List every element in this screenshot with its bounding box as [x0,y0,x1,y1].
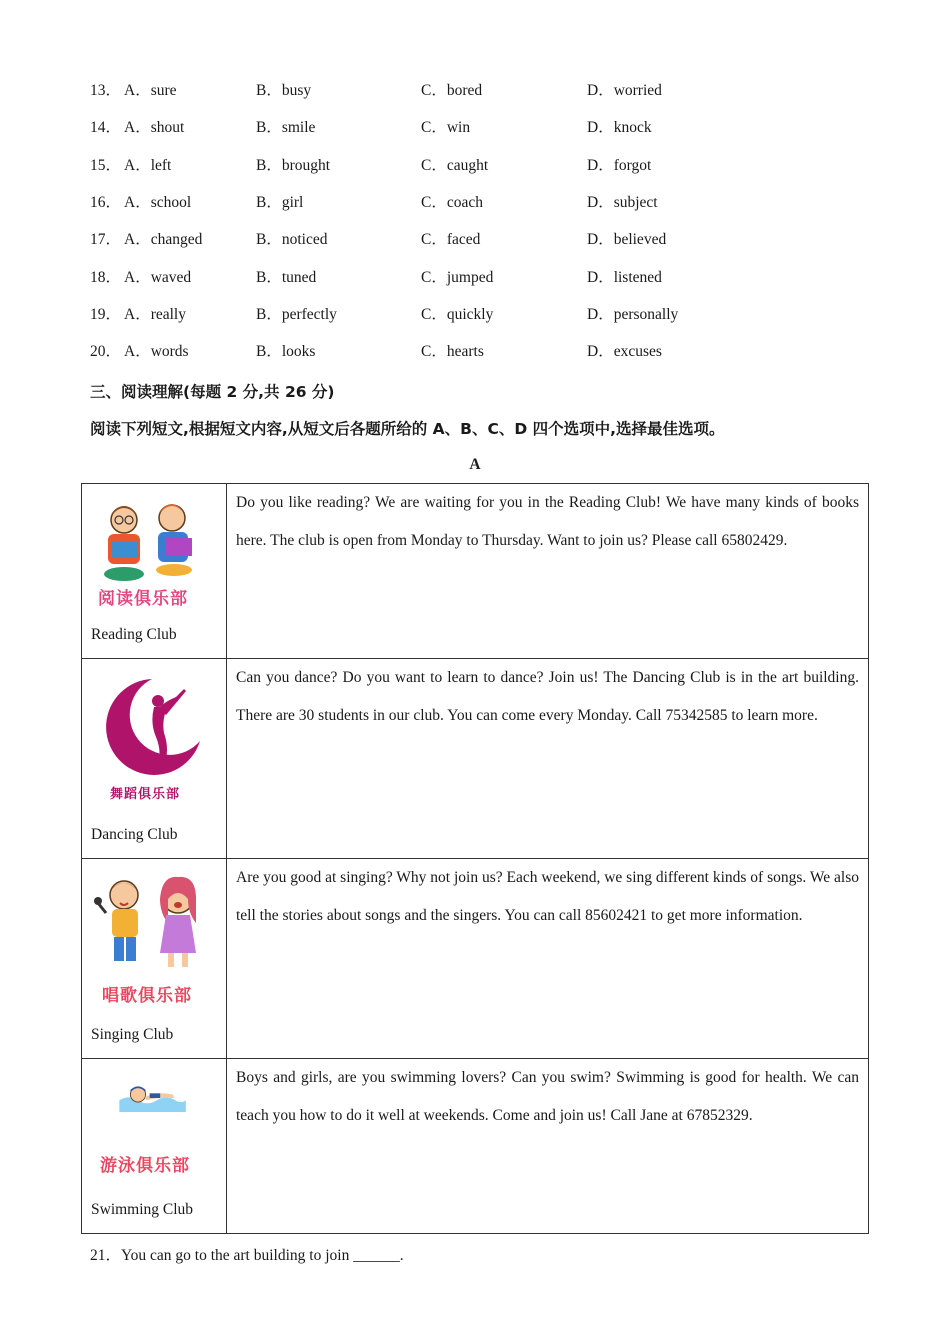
singing-kids-icon [92,873,212,993]
club-name: Swimming Club [91,1201,194,1218]
option-d: D．believed [587,231,667,248]
club-description: Do you like reading? We are waiting for you in the Reading Club! We have many kinds of books here. The club is open from Monday to Thursday. Want to join us? Please call 65802429. [236,494,859,549]
club-description: Are you good at singing? Why not join us? Each weekend, we sing different kinds of songs. We also tell the stories about songs and the singers. You can call 85602421 to get more information. [236,869,859,924]
question-number: 17． [90,231,122,248]
club-logo-text: 唱歌俱乐部 [102,986,192,1006]
option-b: B．noticed [256,231,328,248]
option-a: A．really [124,306,186,323]
question-number: 15． [90,157,122,174]
option-c: C．win [421,119,471,136]
option-a: A．sure [124,82,177,99]
club-description-cell [227,659,869,859]
club-row [82,859,869,1059]
option-d: D．knock [587,119,652,136]
club-row [82,1059,869,1234]
option-b: B．tuned [256,269,317,286]
club-logo-cell [82,659,227,859]
option-c: C．faced [421,231,481,248]
option-b: B．looks [256,343,316,360]
club-logo-text: 游泳俱乐部 [100,1156,190,1176]
option-d: D．personally [587,306,679,323]
question-number: 20． [90,343,122,360]
club-name: Singing Club [91,1026,174,1043]
option-a: A．changed [124,231,203,248]
option-b: B．perfectly [256,306,337,323]
question-number: 19． [90,306,122,323]
option-c: C．jumped [421,269,494,286]
option-c: C．hearts [421,343,484,360]
club-description-cell [227,484,869,659]
option-b: B．busy [256,82,312,99]
club-logo-cell [82,484,227,659]
option-a: A．school [124,194,192,211]
swimming-kid-icon [92,1077,212,1147]
club-logo-cell [82,1059,227,1234]
dancing-moon-icon [92,671,212,791]
option-b: B．girl [256,194,304,211]
question-number: 14． [90,119,122,136]
question-number: 16． [90,194,122,211]
passage-label: A [469,456,481,473]
section-title: 三、阅读理解(每题 2 分,共 26 分) [90,383,335,401]
option-d: D．listened [587,269,662,286]
club-row [82,484,869,659]
question-21: 21．You can go to the art building to join ______. [90,1247,404,1264]
option-a: A．words [124,343,189,360]
option-c: C．bored [421,82,483,99]
club-description: Can you dance? Do you want to learn to dance? Join us! The Dancing Club is in the art building. There are 30 students in our club. You can come every Monday. Call 75342585 to learn more. [236,669,859,724]
option-a: A．waved [124,269,192,286]
question-number: 18． [90,269,122,286]
option-b: B．brought [256,157,331,174]
option-d: D．subject [587,194,658,211]
option-c: C．coach [421,194,483,211]
section-instructions: 阅读下列短文,根据短文内容,从短文后各题所给的 A、B、C、D 四个选项中,选择最佳选项。 [90,420,725,438]
club-description: Boys and girls, are you swimming lovers? Can you swim? Swimming is good for health. We can teach you how to do it well at weekends. Come and join us! Call Jane at 67852329. [236,1069,859,1124]
option-c: C．caught [421,157,489,174]
club-description-cell [227,1059,869,1234]
option-d: D．excuses [587,343,662,360]
option-d: D．forgot [587,157,652,174]
clubs-table [81,483,869,1234]
club-logo-text: 阅读俱乐部 [98,589,188,609]
option-a: A．left [124,157,172,174]
option-b: B．smile [256,119,316,136]
club-logo-text: 舞蹈俱乐部 [110,787,181,802]
option-a: A．shout [124,119,185,136]
question-number: 13． [90,82,122,99]
club-logo-cell [82,859,227,1059]
option-c: C．quickly [421,306,494,323]
club-description-cell [227,859,869,1059]
club-name: Reading Club [91,626,177,643]
option-d: D．worried [587,82,662,99]
club-row [82,659,869,859]
club-name: Dancing Club [91,826,178,843]
